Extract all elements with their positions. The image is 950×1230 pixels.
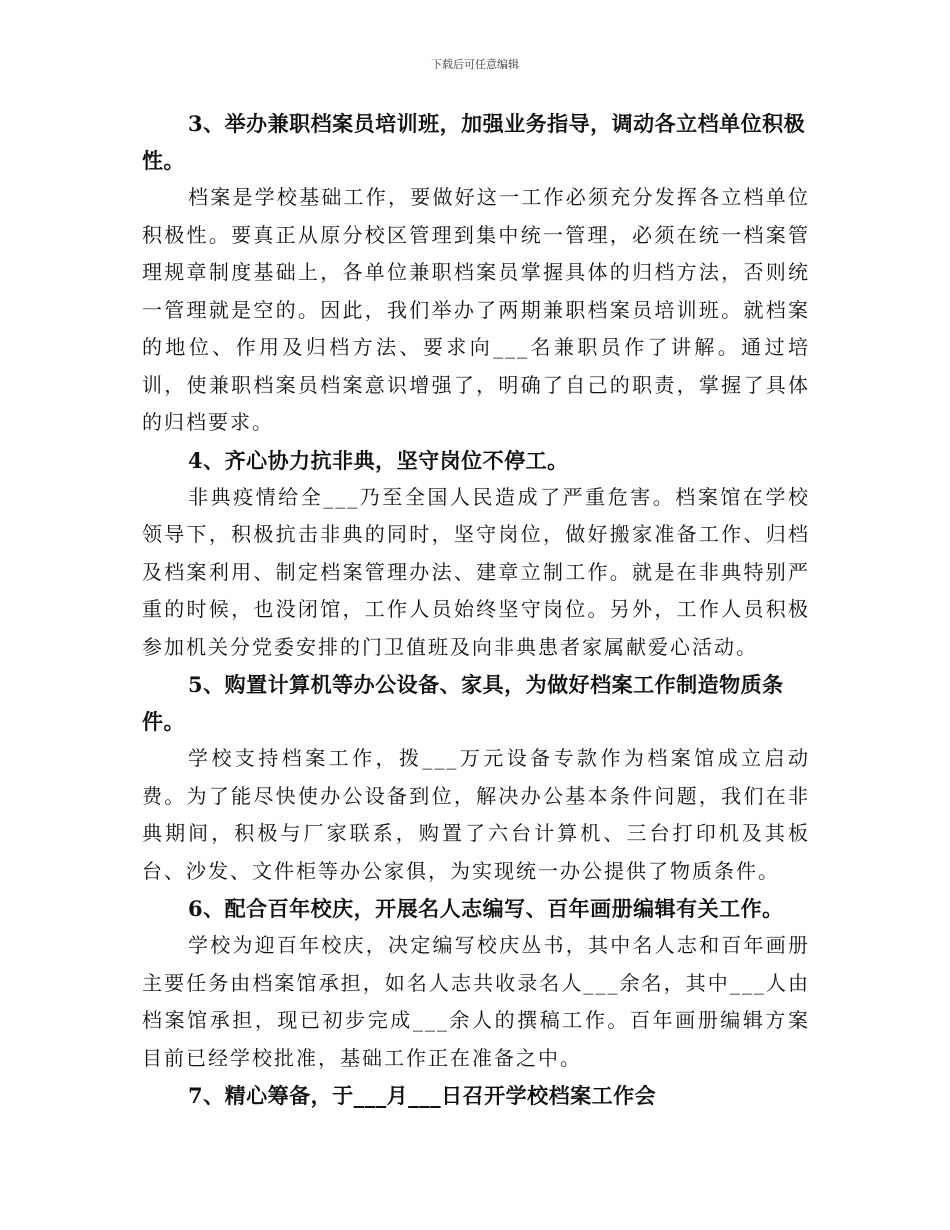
section-4-body: 非典疫情给全___乃至全国人民造成了严重危害。档案馆在学校领导下，积极抗击非典的同时，坚守岗位，做好搬家准备工作、归档及档案利用、制定档案管理办法、建章立制工作。就是在非典特别严重的时候，也没闭馆，工作人员始终坚守岗位。另外，工作人员积极参加机关分党委安排的门卫值班及向非典患者家属献爱心活动。 [142,484,810,659]
section-5-body: 学校支持档案工作，拨___万元设备专款作为档案馆成立启动费。为了能尽快使办公设备到位，解决办公基本条件问题，我们在非典期间，积极与厂家联系，购置了六台计算机、三台打印机及其板台、沙发、文件柜等办公家俱，为实现统一办公提供了物质条件。 [142,746,810,883]
section-5-heading: 5、购置计算机等办公设备、家具，为做好档案工作制造物质条件。 [142,672,784,734]
section-6-heading: 6、配合百年校庆，开展名人志编写、百年画册编辑有关工作。 [188,896,784,921]
section-4-heading: 4、齐心协力抗非典，坚守岗位不停工。 [188,447,569,473]
section-3-body: 档案是学校基础工作，要做好这一工作必须充分发挥各立档单位积极性。要真正从原分校区管理到集中统一管理，必须在统一档案管理规章制度基础上，各单位兼职档案员掌握具体的归档方法，否则统一管理就是空的。因此，我们举办了两期兼职档案员培训班。就档案的地位、作用及归档方法、要求向___名兼职员作了讲解。通过培训，使兼职档案员档案意识增强了，明确了自己的职责，掌握了具体的归档要求。 [142,185,810,434]
section-6-body: 学校为迎百年校庆，决定编写校庆丛书，其中名人志和百年画册主要任务由档案馆承担，如名人志共收录名人___余名，其中___人由档案馆承担，现已初步完成___余人的撰稿工作。百年画册编辑方案目前已经学校批准，基础工作正在准备之中。 [142,933,810,1070]
section-3-heading: 3、举办兼职档案员培训班，加强业务指导，调动各立档单位积极性。 [142,111,806,173]
section-7-heading: 7、精心筹备，于___月___日召开学校档案工作会 [188,1083,657,1108]
header-note: 下载后可任意编辑 [431,58,519,71]
document-body [142,105,810,1114]
